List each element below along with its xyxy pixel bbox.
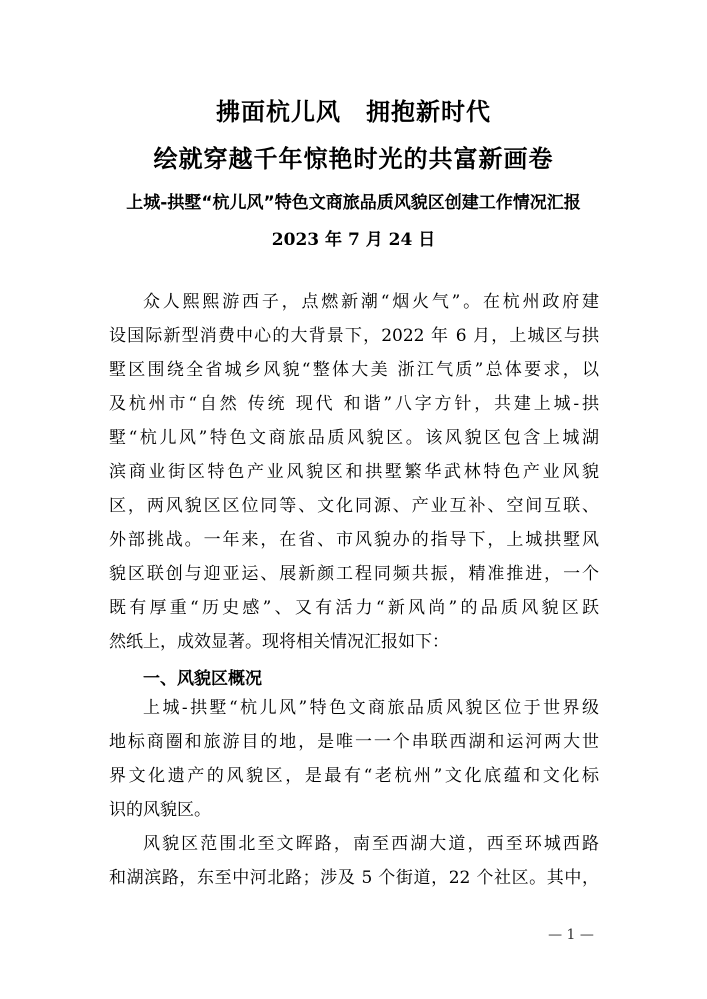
paragraph-line: 外部挑战。一年来，在省、市风貌办的指导下，上城拱墅风 <box>109 530 599 550</box>
paragraph-line: 滨商业街区特色产业风貌区和拱墅繁华武林特色产业风貌 <box>109 462 599 482</box>
paragraph-line: 区，两风貌区区位同等、文化同源、产业互补、空间互联、 <box>109 496 599 516</box>
paragraph-line: 界文化遗产的风貌区，是最有“老杭州”文化底蕴和文化标 <box>109 766 599 786</box>
section-heading: 一、风貌区概况 <box>143 669 262 689</box>
paragraph-line: 识的风貌区。 <box>109 800 211 820</box>
paragraph-line: 然纸上，成效显著。现将相关情况汇报如下： <box>109 632 449 652</box>
paragraph-line: 设国际新型消费中心的大背景下，2022 年 6 月，上城区与拱 <box>109 326 599 346</box>
paragraph-line: 众人熙熙游西子，点燃新潮“烟火气”。在杭州政府建 <box>143 292 599 312</box>
document-date: 2023 年 7 月 24 日 <box>271 230 436 250</box>
document-subtitle: 上城-拱墅“杭儿风”特色文商旅品质风貌区创建工作情况汇报 <box>126 193 581 213</box>
paragraph-line: 地标商圈和旅游目的地，是唯一一个串联西湖和运河两大世 <box>109 732 599 752</box>
paragraph-line: 和湖滨路，东至中河北路；涉及 5 个街道，22 个社区。其中， <box>109 868 599 888</box>
document-title-line-2: 绘就穿越千年惊艳时光的共富新画卷 <box>153 145 554 173</box>
paragraph-line: 上城-拱墅“杭儿风”特色文商旅品质风貌区位于世界级 <box>143 698 599 718</box>
document-title-line-1: 拂面杭儿风 拥抱新时代 <box>216 98 491 126</box>
page-number: — 1 — <box>548 927 594 943</box>
paragraph-line: 墅“杭儿风”特色文商旅品质风貌区。该风貌区包含上城湖 <box>109 428 599 448</box>
paragraph-line: 既有厚重“历史感”、又有活力“新风尚”的品质风貌区跃 <box>109 598 599 618</box>
paragraph-line: 及杭州市“自然 传统 现代 和谐”八字方针，共建上城-拱 <box>109 394 599 414</box>
paragraph-line: 貌区联创与迎亚运、展新颜工程同频共振，精准推进，一个 <box>109 564 599 584</box>
paragraph-line: 墅区围绕全省城乡风貌“整体大美 浙江气质”总体要求，以 <box>109 360 599 380</box>
paragraph-line: 风貌区范围北至文晖路，南至西湖大道，西至环城西路 <box>143 834 599 854</box>
